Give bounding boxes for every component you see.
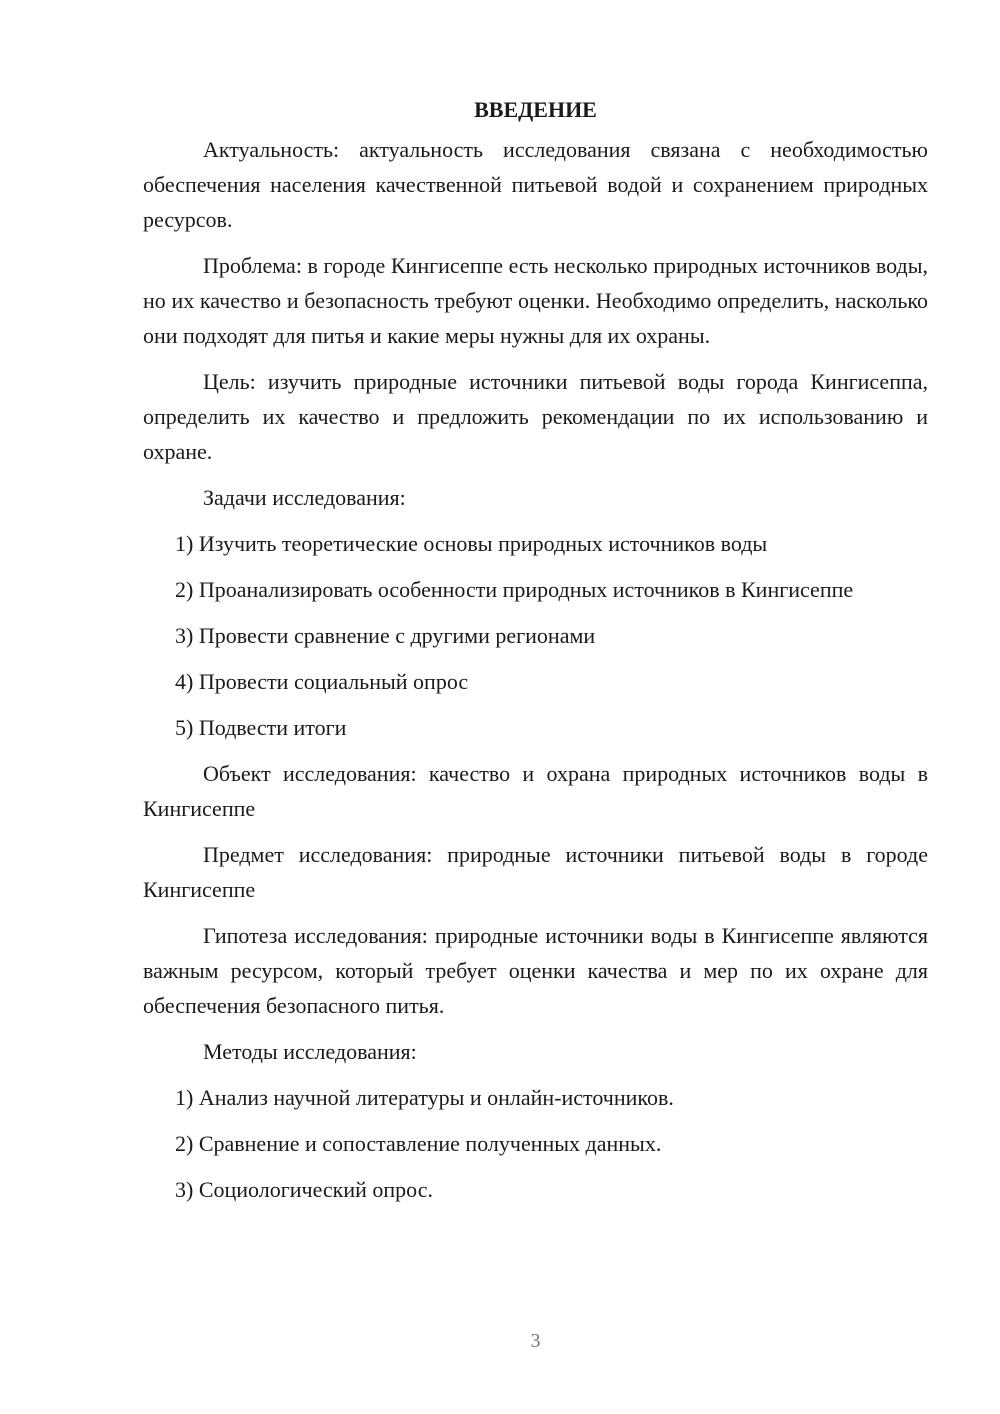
list-item: 5) Подвести итоги (175, 715, 347, 740)
list-item: 4) Провести социальный опрос (175, 669, 469, 694)
problem-paragraph: Проблема: в городе Кингисеппе есть несколько природных источников воды, но их качество и безопасность требуют оценки. Необходимо определить, насколько они подходят для питья и какие меры нужны для их охраны. (143, 253, 928, 348)
methods-list (143, 1080, 928, 1207)
list-item: 2) Проанализировать особенности природных источников в Кингисеппе (175, 577, 854, 602)
tasks-title: Задачи исследования: (203, 485, 406, 510)
list-item: 3) Провести сравнение с другими регионами (175, 623, 596, 648)
object-paragraph: Объект исследования: качество и охрана природных источников воды в Кингисеппе (143, 761, 928, 821)
hypothesis-paragraph: Гипотеза исследования: природные источники воды в Кингисеппе являются важным ресурсом, который требует оценки качества и мер по их охране для обеспечения безопасного питья. (143, 923, 928, 1018)
list-item: 1) Анализ научной литературы и онлайн-источников. (175, 1085, 674, 1110)
list-item: 1) Изучить теоретические основы природных источников воды (175, 531, 768, 556)
list-item: 2) Сравнение и сопоставление полученных данных. (175, 1131, 662, 1156)
goal-paragraph: Цель: изучить природные источники питьевой воды города Кингисеппа, определить их качество и предложить рекомендации по их использованию и охране. (143, 369, 928, 464)
list-item: 3) Социологический опрос. (175, 1177, 433, 1202)
subject-paragraph: Предмет исследования: природные источники питьевой воды в городе Кингисеппе (143, 842, 928, 902)
page-number: 3 (530, 1330, 541, 1352)
methods-title: Методы исследования: (203, 1039, 417, 1064)
relevance-paragraph: Актуальность: актуальность исследования связана с необходимостью обеспечения населения качественной питьевой водой и сохранением природных ресурсов. (143, 137, 928, 232)
tasks-list (143, 526, 928, 745)
document-page (143, 88, 928, 1218)
page-title: ВВЕДЕНИЕ (474, 97, 597, 122)
